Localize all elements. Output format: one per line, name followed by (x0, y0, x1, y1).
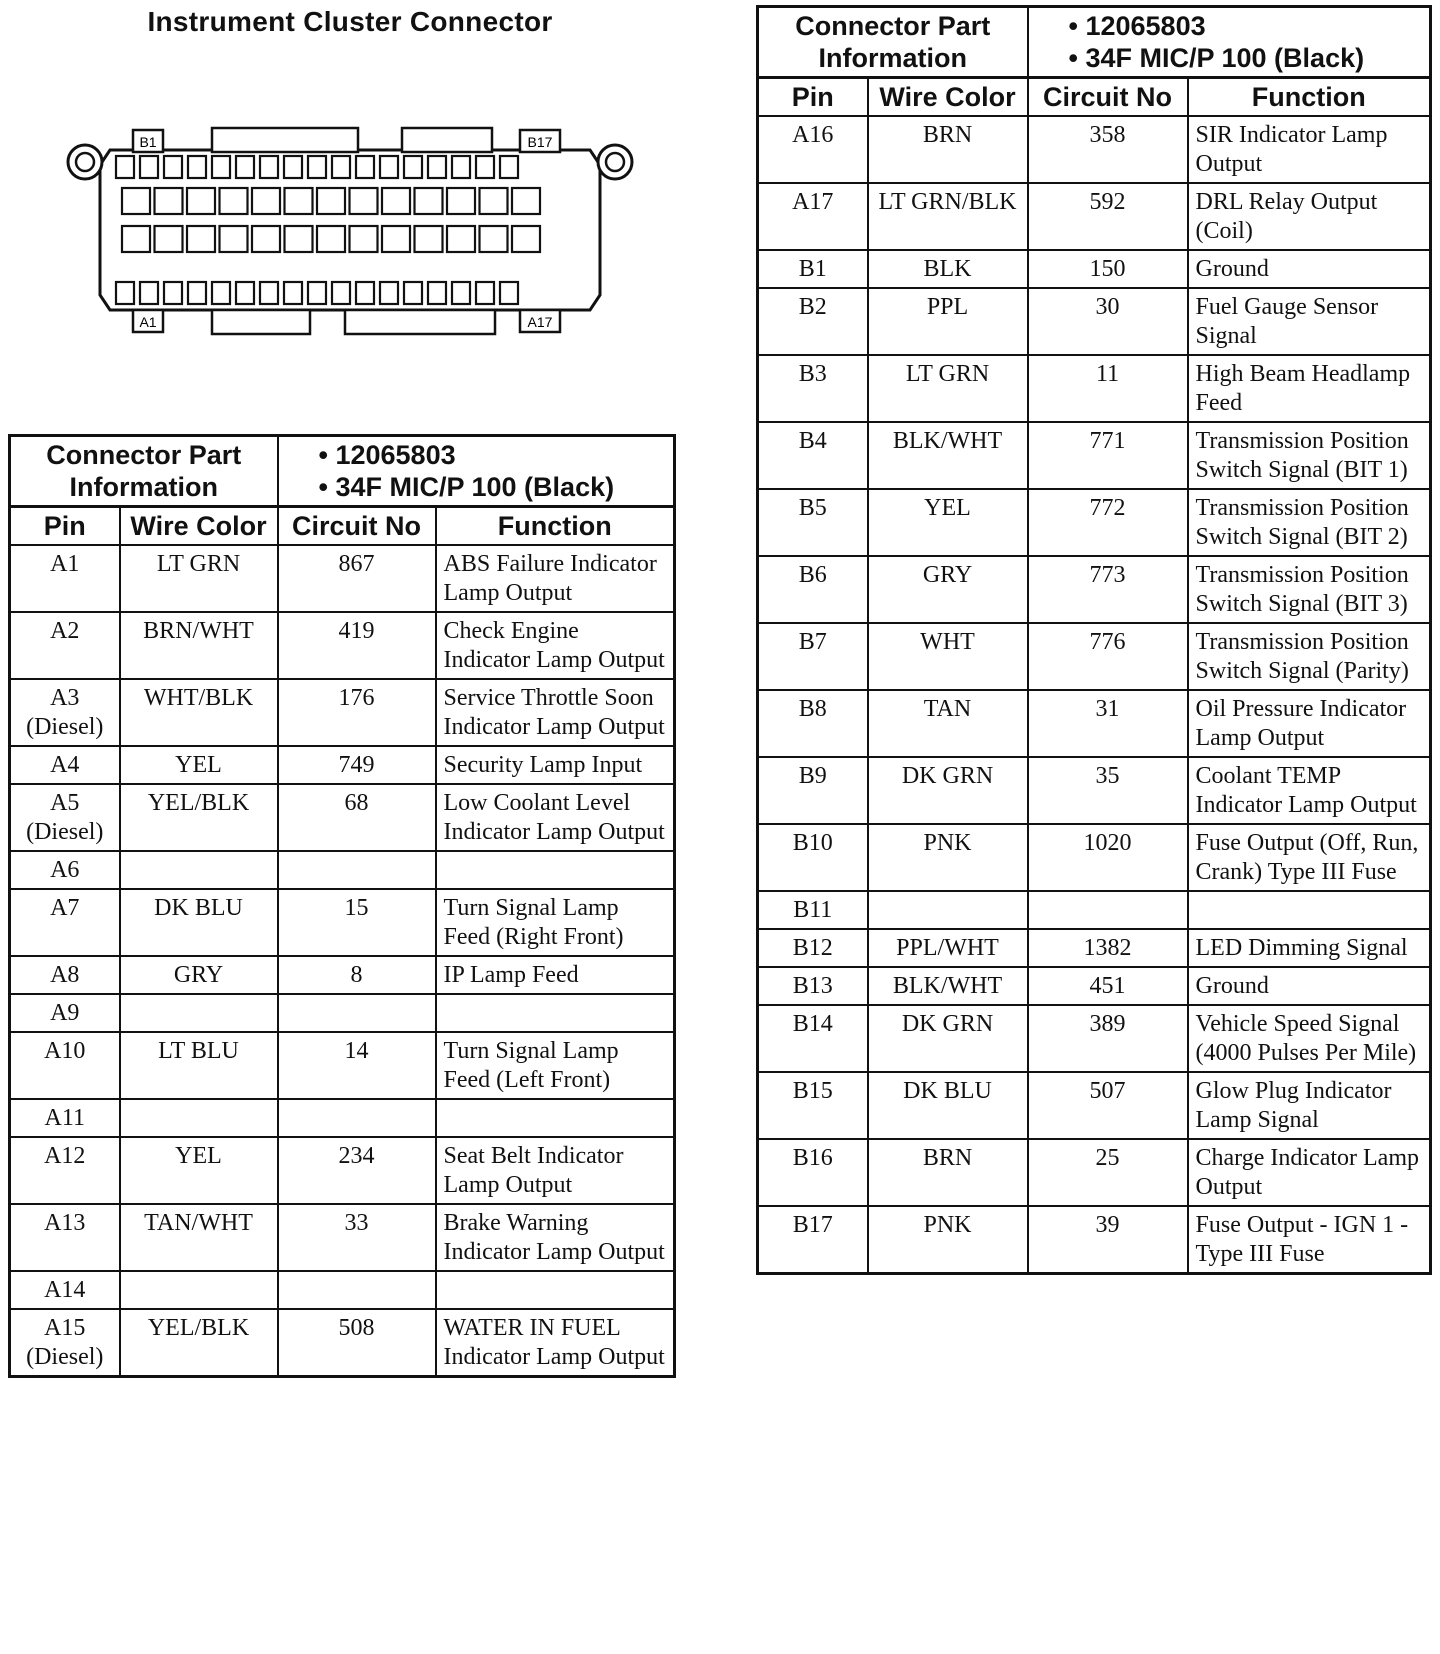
col-header-function: Function (436, 507, 675, 546)
connector-cavity-b (140, 156, 158, 178)
wire-color-cell: YEL (868, 489, 1028, 556)
table-row (758, 1072, 1431, 1139)
connector-cavity-a (164, 282, 182, 304)
pin-cell (10, 1032, 120, 1099)
connector-cavity-b (164, 156, 182, 178)
connector-cavity-b (380, 156, 398, 178)
circuit-no-cell: 389 (1028, 1005, 1188, 1072)
connector-cavity-b (500, 156, 518, 178)
page-title: Instrument Cluster Connector (147, 6, 553, 37)
wire-color-cell: GRY (120, 956, 278, 994)
connector-cavity-b (260, 156, 278, 178)
pin-cell (758, 967, 868, 1005)
pin-id: A8 (50, 962, 80, 988)
pin-cell (10, 851, 120, 889)
connector-cavity-a (500, 282, 518, 304)
pin-id: B16 (792, 1145, 833, 1171)
pin-cell (758, 116, 868, 183)
table-row (758, 1139, 1431, 1206)
connector-cavity-lower (187, 226, 215, 252)
pin-cell (10, 784, 120, 851)
pin-cell (758, 1139, 868, 1206)
function-cell: WATER IN FUEL Indicator Lamp Output (436, 1309, 675, 1377)
table-row (758, 891, 1431, 929)
connector-cavity-a (212, 282, 230, 304)
connector-cavity-upper (252, 188, 280, 214)
connector-cavity-b (236, 156, 254, 178)
connector-cavity-upper (155, 188, 183, 214)
connector-cavity-upper (220, 188, 248, 214)
pin-id: A4 (50, 752, 80, 778)
pin-id: B3 (798, 361, 827, 387)
connector-cavity-lower (155, 226, 183, 252)
connector-cavity-a (308, 282, 326, 304)
pin-note: (Diesel) (26, 714, 104, 740)
wire-color-cell (120, 1099, 278, 1137)
pin-label-a1: A1 (139, 314, 157, 330)
pin-cell (758, 1072, 868, 1139)
wire-color-cell: WHT (868, 623, 1028, 690)
wire-color-cell: YEL (120, 1137, 278, 1204)
circuit-no-cell (278, 994, 436, 1032)
pin-cell (10, 746, 120, 784)
pinout-table-right (756, 5, 1432, 1275)
function-cell: Check Engine Indicator Lamp Output (436, 612, 675, 679)
pin-cell (758, 757, 868, 824)
function-cell: Transmission Position Switch Signal (BIT 1) (1188, 422, 1431, 489)
connector-cavity-lower (285, 226, 313, 252)
connector-cavity-b (308, 156, 326, 178)
circuit-no-cell: 30 (1028, 288, 1188, 355)
wire-color-cell: WHT/BLK (120, 679, 278, 746)
circuit-no-cell: 508 (278, 1309, 436, 1377)
table-row (10, 1099, 675, 1137)
wire-color-cell: LT GRN (868, 355, 1028, 422)
pin-id: B12 (792, 935, 833, 961)
pin-cell (10, 994, 120, 1032)
connector-cavity-lower (220, 226, 248, 252)
part-info-values (1028, 7, 1431, 78)
pin-cell (758, 422, 868, 489)
circuit-no-cell: 176 (278, 679, 436, 746)
connector-cavity-upper (285, 188, 313, 214)
wire-color-cell: LT GRN (120, 545, 278, 612)
wire-color-cell: PPL/WHT (868, 929, 1028, 967)
circuit-no-cell: 1020 (1028, 824, 1188, 891)
table-row (758, 355, 1431, 422)
part-info-values (278, 436, 675, 507)
col-header-wire-color: Wire Color (120, 507, 278, 546)
function-cell: Turn Signal Lamp Feed (Left Front) (436, 1032, 675, 1099)
connector-cavity-a (380, 282, 398, 304)
pin-cell (758, 183, 868, 250)
wire-color-cell: PPL (868, 288, 1028, 355)
circuit-no-cell: 867 (278, 545, 436, 612)
pin-id: B9 (798, 763, 827, 789)
circuit-no-cell (278, 851, 436, 889)
table-row (10, 679, 675, 746)
pin-id: A16 (792, 122, 834, 148)
col-header-pin: Pin (10, 507, 120, 546)
pin-id: B10 (792, 830, 833, 856)
table-row (758, 623, 1431, 690)
connector-cavity-upper (350, 188, 378, 214)
connector-cavity-b (212, 156, 230, 178)
pin-cell (10, 612, 120, 679)
pin-id: B8 (798, 696, 827, 722)
pin-id: B14 (792, 1011, 833, 1037)
connector-cavity-upper (415, 188, 443, 214)
pin-id: A17 (792, 189, 834, 215)
table-row (10, 746, 675, 784)
function-cell: IP Lamp Feed (436, 956, 675, 994)
table-row (758, 929, 1431, 967)
table-row (10, 994, 675, 1032)
function-cell: Ground (1188, 967, 1431, 1005)
circuit-no-cell: 234 (278, 1137, 436, 1204)
wire-color-cell: BLK/WHT (868, 422, 1028, 489)
table-row (758, 824, 1431, 891)
col-header-circuit-no: Circuit No (278, 507, 436, 546)
circuit-no-cell: 15 (278, 889, 436, 956)
function-cell: Transmission Position Switch Signal (BIT 3) (1188, 556, 1431, 623)
circuit-no-cell: 749 (278, 746, 436, 784)
function-cell: Service Throttle Soon Indicator Lamp Output (436, 679, 675, 746)
pin-cell (10, 956, 120, 994)
function-cell: Fuse Output - IGN 1 - Type III Fuse (1188, 1206, 1431, 1274)
table-row (758, 422, 1431, 489)
function-cell (436, 1271, 675, 1309)
pin-cell (758, 623, 868, 690)
function-cell: Transmission Position Switch Signal (BIT 2) (1188, 489, 1431, 556)
pin-id: B2 (798, 294, 827, 320)
function-cell: Seat Belt Indicator Lamp Output (436, 1137, 675, 1204)
pin-id: A15 (44, 1315, 86, 1341)
connector-cavity-b (284, 156, 302, 178)
connector-cavity-upper (512, 188, 540, 214)
connector-cavity-lower (350, 226, 378, 252)
pin-cell (10, 679, 120, 746)
pinout-table-left (8, 434, 676, 1378)
circuit-no-cell: 771 (1028, 422, 1188, 489)
wire-color-cell: BLK (868, 250, 1028, 288)
part-info-label: Connector Part Information (10, 436, 278, 507)
pin-id: A6 (50, 857, 80, 883)
wire-color-cell: BLK/WHT (868, 967, 1028, 1005)
wire-color-cell: YEL (120, 746, 278, 784)
function-cell: Oil Pressure Indicator Lamp Output (1188, 690, 1431, 757)
wire-color-cell (120, 1271, 278, 1309)
connector-cavity-a (356, 282, 374, 304)
wire-color-cell: TAN/WHT (120, 1204, 278, 1271)
wire-color-cell: BRN/WHT (120, 612, 278, 679)
circuit-no-cell: 35 (1028, 757, 1188, 824)
circuit-no-cell: 8 (278, 956, 436, 994)
connector-cavity-b (188, 156, 206, 178)
pin-id: A7 (50, 895, 80, 921)
pin-id: A9 (50, 1000, 80, 1026)
function-cell: LED Dimming Signal (1188, 929, 1431, 967)
function-cell (436, 851, 675, 889)
circuit-no-cell: 39 (1028, 1206, 1188, 1274)
function-cell: Glow Plug Indicator Lamp Signal (1188, 1072, 1431, 1139)
col-header-wire-color: Wire Color (868, 78, 1028, 117)
wire-color-cell: YEL/BLK (120, 784, 278, 851)
function-cell: Fuel Gauge Sensor Signal (1188, 288, 1431, 355)
connector-cavity-a (236, 282, 254, 304)
circuit-no-cell: 14 (278, 1032, 436, 1099)
connector-cavity-upper (447, 188, 475, 214)
pin-id: B15 (792, 1078, 833, 1104)
col-header-function: Function (1188, 78, 1431, 117)
connector-cavity-a (452, 282, 470, 304)
circuit-no-cell: 33 (278, 1204, 436, 1271)
table-row (10, 612, 675, 679)
circuit-no-cell: 25 (1028, 1139, 1188, 1206)
pin-label-b1: B1 (139, 134, 157, 150)
table-row (10, 545, 675, 612)
connector-cavity-a (116, 282, 134, 304)
pin-cell (10, 545, 120, 612)
table-row (758, 183, 1431, 250)
circuit-no-cell (278, 1271, 436, 1309)
table-row (758, 757, 1431, 824)
function-cell: DRL Relay Output (Coil) (1188, 183, 1431, 250)
wire-color-cell (120, 994, 278, 1032)
table-row (758, 250, 1431, 288)
part-description: • 34F MIC/P 100 (Black) (1068, 43, 1365, 73)
circuit-no-cell: 773 (1028, 556, 1188, 623)
wire-color-cell: LT BLU (120, 1032, 278, 1099)
circuit-no-cell: 592 (1028, 183, 1188, 250)
connector-cavity-upper (187, 188, 215, 214)
connector-cavity-b (428, 156, 446, 178)
circuit-no-cell: 776 (1028, 623, 1188, 690)
circuit-no-cell: 451 (1028, 967, 1188, 1005)
wire-color-cell: PNK (868, 1206, 1028, 1274)
table-row (758, 556, 1431, 623)
circuit-no-cell: 419 (278, 612, 436, 679)
connector-cavity-upper (317, 188, 345, 214)
pin-id: A13 (44, 1210, 86, 1236)
col-header-circuit-no: Circuit No (1028, 78, 1188, 117)
part-number: • 12065803 (1068, 11, 1206, 41)
circuit-no-cell (1028, 891, 1188, 929)
connector-cavity-a (260, 282, 278, 304)
pin-id: A10 (44, 1038, 86, 1064)
function-cell: Fuse Output (Off, Run, Crank) Type III Fuse (1188, 824, 1431, 891)
circuit-no-cell: 507 (1028, 1072, 1188, 1139)
connector-cavity-lower (252, 226, 280, 252)
pin-id: B4 (798, 428, 827, 454)
connector-diagram (60, 120, 640, 350)
connector-cavity-lower (415, 226, 443, 252)
connector-cavity-b (116, 156, 134, 178)
pin-id: B11 (793, 897, 833, 923)
wire-color-cell: LT GRN/BLK (868, 183, 1028, 250)
table-row (758, 1206, 1431, 1274)
function-cell: Security Lamp Input (436, 746, 675, 784)
function-cell (436, 1099, 675, 1137)
function-cell: ABS Failure Indicator Lamp Output (436, 545, 675, 612)
connector-cavity-b (356, 156, 374, 178)
pin-cell (10, 889, 120, 956)
wire-color-cell: YEL/BLK (120, 1309, 278, 1377)
col-header-pin: Pin (758, 78, 868, 117)
pin-id: B13 (792, 973, 833, 999)
pin-cell (758, 824, 868, 891)
connector-cavity-upper (382, 188, 410, 214)
connector-cavity-a (404, 282, 422, 304)
pin-id: A5 (50, 790, 80, 816)
wire-color-cell: DK GRN (868, 1005, 1028, 1072)
pin-cell (758, 690, 868, 757)
pin-id: B5 (798, 495, 827, 521)
pin-id: A12 (44, 1143, 86, 1169)
function-cell: Transmission Position Switch Signal (Parity) (1188, 623, 1431, 690)
function-cell (436, 994, 675, 1032)
connector-cavity-upper (480, 188, 508, 214)
table-row (758, 489, 1431, 556)
table-row (10, 1309, 675, 1377)
pin-cell (758, 929, 868, 967)
connector-cavity-a (284, 282, 302, 304)
pin-cell (758, 1005, 868, 1072)
pin-cell (758, 489, 868, 556)
function-cell: Coolant TEMP Indicator Lamp Output (1188, 757, 1431, 824)
pin-id: A14 (44, 1277, 86, 1303)
table-row (758, 690, 1431, 757)
pin-id: A11 (44, 1105, 85, 1131)
function-cell: Charge Indicator Lamp Output (1188, 1139, 1431, 1206)
table-row (10, 1032, 675, 1099)
part-description: • 34F MIC/P 100 (Black) (318, 472, 615, 502)
connector-cavity-b (452, 156, 470, 178)
wire-color-cell: BRN (868, 1139, 1028, 1206)
connector-cavity-lower (317, 226, 345, 252)
table-row (10, 956, 675, 994)
table-row (758, 1005, 1431, 1072)
circuit-no-cell: 772 (1028, 489, 1188, 556)
wire-color-cell: PNK (868, 824, 1028, 891)
pin-cell (758, 250, 868, 288)
pin-cell (758, 1206, 868, 1274)
wire-color-cell: DK BLU (120, 889, 278, 956)
pin-cell (10, 1271, 120, 1309)
wire-color-cell (120, 851, 278, 889)
connector-cavity-lower (447, 226, 475, 252)
wire-color-cell: GRY (868, 556, 1028, 623)
connector-cavity-a (332, 282, 350, 304)
function-cell: Brake Warning Indicator Lamp Output (436, 1204, 675, 1271)
connector-cavity-a (476, 282, 494, 304)
connector-cavity-lower (382, 226, 410, 252)
part-number: • 12065803 (318, 440, 456, 470)
table-row (10, 784, 675, 851)
pin-cell (10, 1309, 120, 1377)
circuit-no-cell: 11 (1028, 355, 1188, 422)
connector-cavity-a (428, 282, 446, 304)
function-cell: Vehicle Speed Signal (4000 Pulses Per Mile) (1188, 1005, 1431, 1072)
pin-id: B7 (798, 629, 827, 655)
table-row (758, 116, 1431, 183)
connector-cavity-a (140, 282, 158, 304)
function-cell: Ground (1188, 250, 1431, 288)
table-row (758, 288, 1431, 355)
circuit-no-cell: 31 (1028, 690, 1188, 757)
circuit-no-cell: 358 (1028, 116, 1188, 183)
connector-cavity-b (476, 156, 494, 178)
circuit-no-cell: 1382 (1028, 929, 1188, 967)
function-cell: Low Coolant Level Indicator Lamp Output (436, 784, 675, 851)
pin-cell (758, 891, 868, 929)
wire-color-cell: TAN (868, 690, 1028, 757)
pin-note: (Diesel) (26, 819, 104, 845)
pin-cell (758, 288, 868, 355)
connector-cavity-lower (512, 226, 540, 252)
pin-id: B17 (792, 1212, 833, 1238)
table-row (10, 1204, 675, 1271)
pin-cell (758, 355, 868, 422)
pin-id: B1 (798, 256, 827, 282)
wire-color-cell: DK GRN (868, 757, 1028, 824)
circuit-no-cell (278, 1099, 436, 1137)
function-cell (1188, 891, 1431, 929)
wire-color-cell: BRN (868, 116, 1028, 183)
connector-cavity-b (404, 156, 422, 178)
pin-note: (Diesel) (26, 1344, 104, 1370)
part-info-label: Connector Part Information (758, 7, 1028, 78)
connector-cavity-b (332, 156, 350, 178)
pin-id: B6 (798, 562, 827, 588)
connector-cavity-lower (480, 226, 508, 252)
table-row (10, 1137, 675, 1204)
pin-cell (10, 1204, 120, 1271)
connector-cavity-upper (122, 188, 150, 214)
wire-color-cell: DK BLU (868, 1072, 1028, 1139)
table-row (10, 1271, 675, 1309)
connector-cavity-a (188, 282, 206, 304)
pin-cell (10, 1099, 120, 1137)
connector-cavity-lower (122, 226, 150, 252)
pin-cell (10, 1137, 120, 1204)
circuit-no-cell: 68 (278, 784, 436, 851)
pin-cell (758, 556, 868, 623)
function-cell: High Beam Headlamp Feed (1188, 355, 1431, 422)
table-row (758, 967, 1431, 1005)
pin-id: A1 (50, 551, 80, 577)
pin-id: A3 (50, 685, 80, 711)
wire-color-cell (868, 891, 1028, 929)
pin-id: A2 (50, 618, 80, 644)
table-row (10, 851, 675, 889)
function-cell: Turn Signal Lamp Feed (Right Front) (436, 889, 675, 956)
circuit-no-cell: 150 (1028, 250, 1188, 288)
function-cell: SIR Indicator Lamp Output (1188, 116, 1431, 183)
pin-label-b17: B17 (527, 134, 553, 150)
table-row (10, 889, 675, 956)
pin-label-a17: A17 (527, 314, 553, 330)
